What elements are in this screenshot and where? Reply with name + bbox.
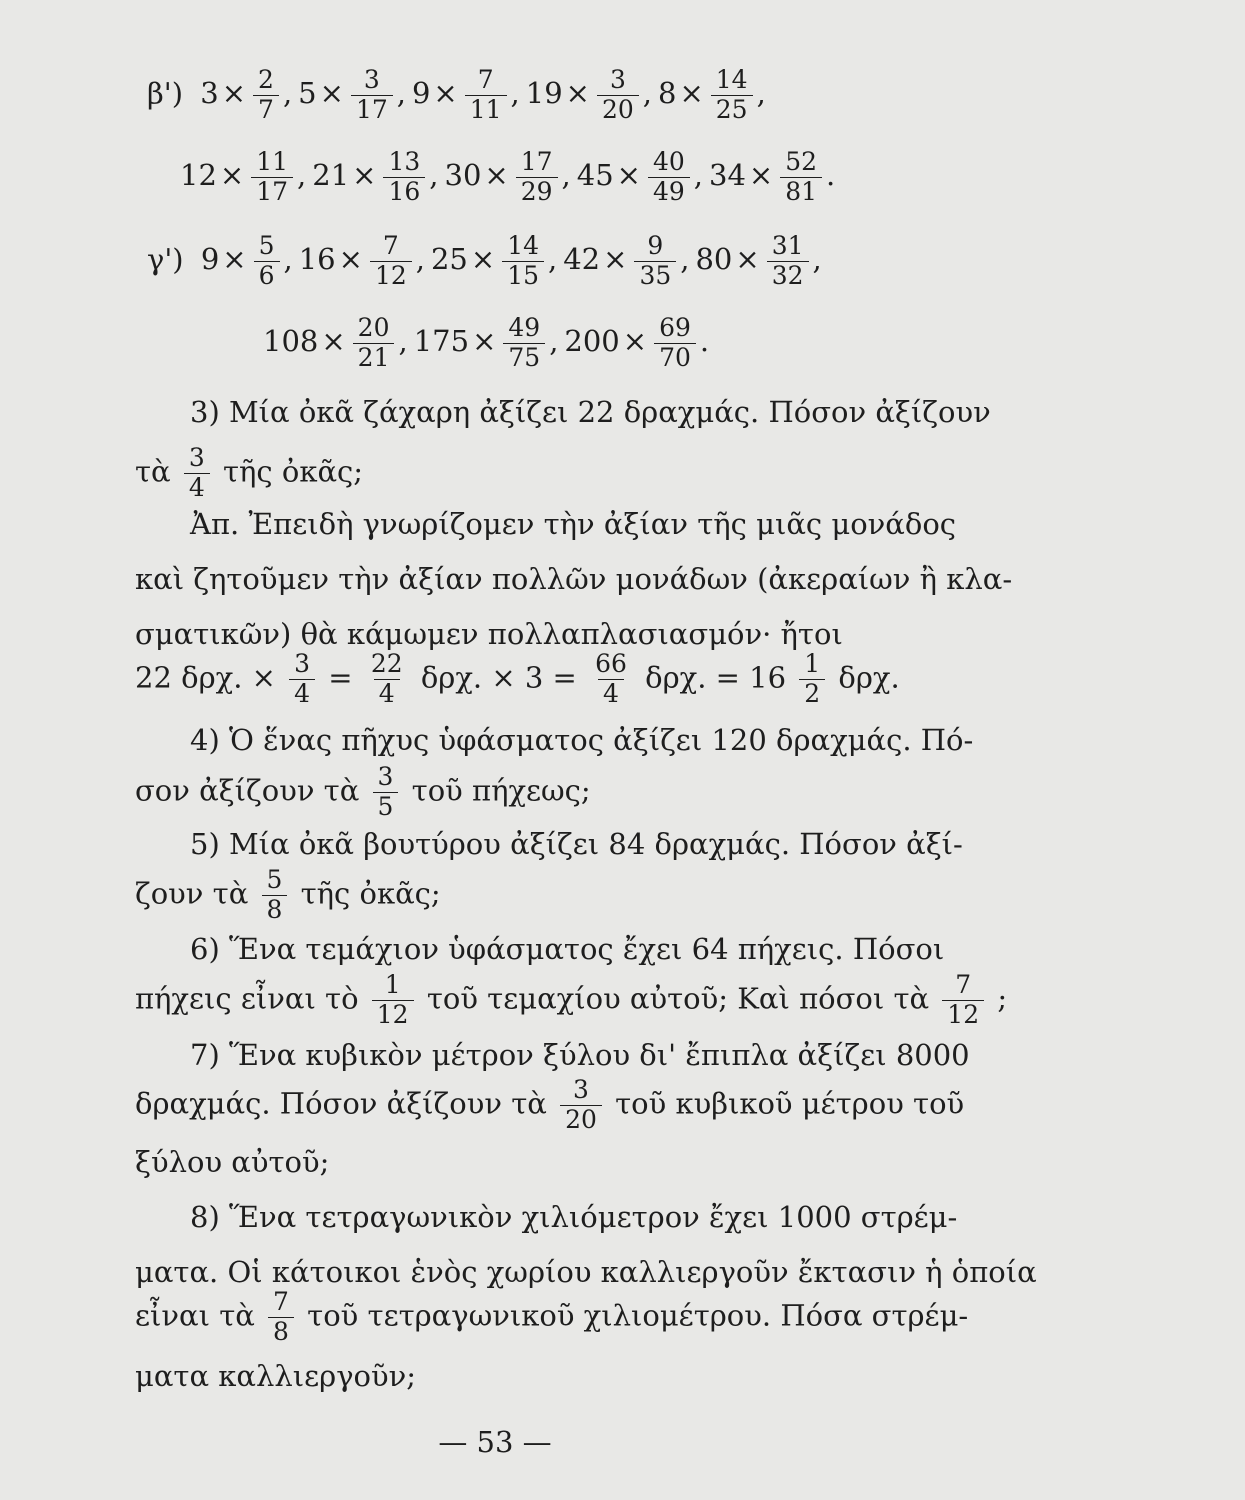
denominator: 7: [253, 95, 279, 125]
fraction-66-4: $\frac{66}{4}$: [595, 649, 627, 708]
denominator: 81: [780, 177, 822, 207]
separator: ,: [812, 242, 822, 277]
numerator: 7: [382, 231, 399, 260]
numerator: 17: [520, 147, 553, 176]
separator: ,: [693, 158, 703, 193]
problem-8-line-1: 8) Ἕνα τετραγωνικὸν χιλιόμετρον ἔχει 1000 στρέμ-: [190, 1200, 958, 1234]
denominator: 17: [251, 177, 293, 207]
beta-label: β'): [147, 76, 184, 111]
fraction: [648, 148, 690, 207]
separator: ,: [282, 76, 293, 111]
denominator: 6: [254, 261, 280, 291]
fraction: [351, 66, 393, 125]
exercise-beta-row-2: [0, 148, 1162, 207]
separator: ,: [756, 76, 766, 111]
times-sign: ×: [433, 76, 458, 111]
times-sign: ×: [472, 324, 497, 359]
denominator: 15: [502, 261, 544, 291]
fraction: [780, 148, 822, 207]
fraction: [353, 314, 395, 373]
gamma-label: γ'): [147, 242, 184, 277]
whole-number: 200: [564, 324, 620, 359]
whole-number: 175: [413, 324, 470, 359]
times-sign: ×: [735, 242, 760, 277]
separator: .: [826, 158, 836, 193]
numerator: 31: [771, 231, 804, 260]
separator: ,: [680, 242, 690, 277]
whole-number: 25: [430, 242, 468, 277]
problem-6-line-1: 6) Ἕνα τεμάχιον ὑφάσματος ἔχει 64 πήχεις. Πόσοι: [190, 932, 945, 966]
whole-number: 3: [200, 76, 219, 111]
numerator: 20: [357, 313, 390, 342]
numerator: 49: [508, 313, 541, 342]
fraction: [711, 66, 753, 125]
answer-line-3: σματικῶν) θὰ κάμωμεν πολλαπλασιασμόν· ἤτοι: [135, 617, 843, 651]
exercise-gamma-row-1: [0, 232, 1137, 291]
whole-number: 9: [411, 76, 431, 111]
answer-line-2: καὶ ζητοῦμεν τὴν ἀξίαν πολλῶν μονάδων (ἀκεραίων ἢ κλα-: [135, 562, 1013, 596]
problem-7-line-2: δραχμάς. Πόσον ἀξίζουν τὰ $\frac{3}{20}$ τοῦ κυβικοῦ μέτρου τοῦ: [135, 1075, 965, 1134]
fraction: [597, 66, 639, 125]
separator: ,: [642, 76, 653, 111]
numerator: 5: [258, 231, 275, 260]
whole-number: 5: [298, 76, 317, 111]
numerator: 9: [647, 231, 664, 260]
denominator: 70: [654, 343, 696, 373]
times-sign: ×: [470, 242, 496, 277]
separator: ,: [429, 158, 439, 193]
whole-number: 34: [709, 158, 746, 193]
numerator: 40: [652, 147, 685, 176]
fraction: [516, 148, 558, 207]
times-sign: ×: [221, 76, 247, 111]
denominator: 25: [711, 95, 753, 125]
whole-number: 16: [298, 242, 336, 277]
whole-number: 30: [444, 158, 482, 193]
problem-6-line-2: πήχεις εἶναι τὸ $\frac{1}{12}$ τοῦ τεμαχίου αὐτοῦ; Καὶ πόσοι τὰ $\frac{7}{12}$ ;: [135, 970, 1008, 1029]
separator: ,: [398, 324, 408, 359]
fraction-3-4: $\frac{3}{4}$: [289, 650, 315, 709]
problem-3-line-2: τὰ $\frac{3}{4}$ τῆς ὀκᾶς;: [135, 443, 364, 502]
problem-3-line-1: 3) Μία ὀκᾶ ζάχαρη ἀξίζει 22 δραχμάς. Πόσον ἀξίζουν: [190, 395, 991, 429]
fraction-3-5: $\frac{3}{5}$: [373, 763, 399, 822]
fraction-7-8: $\frac{7}{8}$: [268, 1288, 294, 1347]
denominator: 12: [370, 261, 412, 291]
fraction: [502, 232, 544, 291]
numerator: 7: [477, 65, 494, 94]
exercise-gamma-row-2: [0, 314, 1245, 373]
fraction: [634, 232, 676, 291]
times-sign: ×: [616, 158, 641, 193]
denominator: 75: [503, 343, 545, 373]
separator: ,: [283, 242, 293, 277]
times-sign: ×: [565, 76, 590, 111]
fraction-3-20: $\frac{3}{20}$: [560, 1076, 602, 1135]
separator: ,: [297, 158, 307, 193]
denominator: 17: [351, 95, 393, 125]
times-sign: ×: [222, 242, 247, 277]
problem-8-line-3: εἶναι τὰ $\frac{7}{8}$ τοῦ τετραγωνικοῦ χιλιομέτρου. Πόσα στρέμ-: [135, 1287, 969, 1346]
fraction-5-8: $\frac{5}{8}$: [262, 866, 288, 925]
fraction: [251, 148, 293, 207]
fraction-1-2: $\frac{1}{2}$: [799, 650, 825, 709]
problem-5-line-2: ζουν τὰ $\frac{5}{8}$ τῆς ὀκᾶς;: [135, 865, 441, 924]
times-sign: ×: [603, 242, 628, 277]
fraction: [465, 66, 507, 125]
numerator: 2: [258, 65, 274, 94]
whole-number: 45: [576, 158, 614, 193]
problem-5-line-1: 5) Μία ὀκᾶ βουτύρου ἀξίζει 84 δραχμάς. Πόσον ἀξί-: [190, 827, 963, 861]
denominator: 29: [516, 177, 558, 207]
separator: ,: [510, 76, 520, 111]
times-sign: ×: [321, 324, 346, 359]
problem-7-line-3: ξύλου αὐτοῦ;: [135, 1145, 330, 1179]
fraction: [503, 314, 545, 373]
denominator: 11: [465, 95, 507, 125]
times-sign: ×: [319, 76, 344, 111]
separator: .: [699, 324, 710, 359]
page-number: — 53 —: [438, 1425, 552, 1459]
denominator: 49: [648, 177, 690, 207]
times-sign: ×: [748, 158, 774, 193]
whole-number: 8: [658, 76, 677, 111]
fraction: [767, 232, 809, 291]
denominator: 20: [597, 95, 639, 125]
fraction: [370, 232, 412, 291]
denominator: 21: [353, 343, 395, 373]
whole-number: 12: [180, 158, 217, 193]
problem-8-line-2: ματα. Οἱ κάτοικοι ἑνὸς χωρίου καλλιεργοῦν ἔκτασιν ἡ ὁποία: [135, 1255, 1037, 1289]
fraction-22-4: $\frac{22}{4}$: [370, 649, 403, 708]
separator: ,: [415, 242, 425, 277]
whole-number: 19: [525, 76, 563, 111]
numerator: 14: [715, 65, 748, 94]
problem-4-line-2: σον ἀξίζουν τὰ $\frac{3}{5}$ τοῦ πήχεως;: [135, 762, 591, 821]
whole-number: 108: [263, 324, 319, 359]
fraction-1-12: $\frac{1}{12}$: [372, 971, 414, 1030]
fraction-3-4: $\frac{3}{4}$: [184, 444, 210, 503]
numerator: 13: [388, 147, 421, 176]
times-sign: ×: [484, 158, 509, 193]
problem-4-line-1: 4) Ὁ ἕνας πῆχυς ὑφάσματος ἀξίζει 120 δραχμάς. Πό-: [190, 723, 974, 757]
separator: ,: [561, 158, 571, 193]
times-sign: ×: [219, 158, 245, 193]
numerator: 69: [659, 313, 691, 342]
whole-number: 21: [312, 158, 350, 193]
separator: ,: [396, 76, 406, 111]
denominator: 16: [383, 177, 425, 207]
whole-number: 42: [563, 242, 601, 277]
numerator: 3: [609, 65, 626, 94]
numerator: 14: [507, 231, 540, 260]
fraction: [383, 148, 425, 207]
whole-number: 80: [695, 242, 733, 277]
exercise-beta-row-1: [0, 66, 1137, 125]
denominator: 32: [767, 261, 809, 291]
times-sign: ×: [622, 324, 648, 359]
numerator: 11: [256, 147, 289, 176]
separator: ,: [549, 324, 559, 359]
fraction: [654, 314, 696, 373]
fraction: [253, 66, 279, 125]
problem-7-line-1: 7) Ἕνα κυβικὸν μέτρον ξύλου δι' ἔπιπλα ἀξίζει 8000: [190, 1038, 970, 1072]
fraction: [254, 232, 280, 291]
denominator: 35: [634, 261, 676, 291]
times-sign: ×: [679, 76, 704, 111]
times-sign: ×: [338, 242, 363, 277]
answer-equation: 22 δρχ. × $\frac{3}{4}$ = $\frac{22}{4}$ δρχ. × 3 = $\frac{66}{4}$ δρχ. = 16 $\frac{1}{2}$ δρχ.: [135, 649, 900, 708]
separator: ,: [548, 242, 558, 277]
fraction-7-12: $\frac{7}{12}$: [942, 971, 984, 1030]
numerator: 3: [363, 65, 380, 94]
problem-8-line-4: ματα καλλιεργοῦν;: [135, 1359, 417, 1393]
times-sign: ×: [352, 158, 377, 193]
whole-number: 9: [200, 242, 220, 277]
answer-line-1: Ἀπ. Ἐπειδὴ γνωρίζομεν τὴν ἀξίαν τῆς μιᾶς μονάδος: [190, 507, 957, 541]
numerator: 52: [785, 147, 818, 176]
